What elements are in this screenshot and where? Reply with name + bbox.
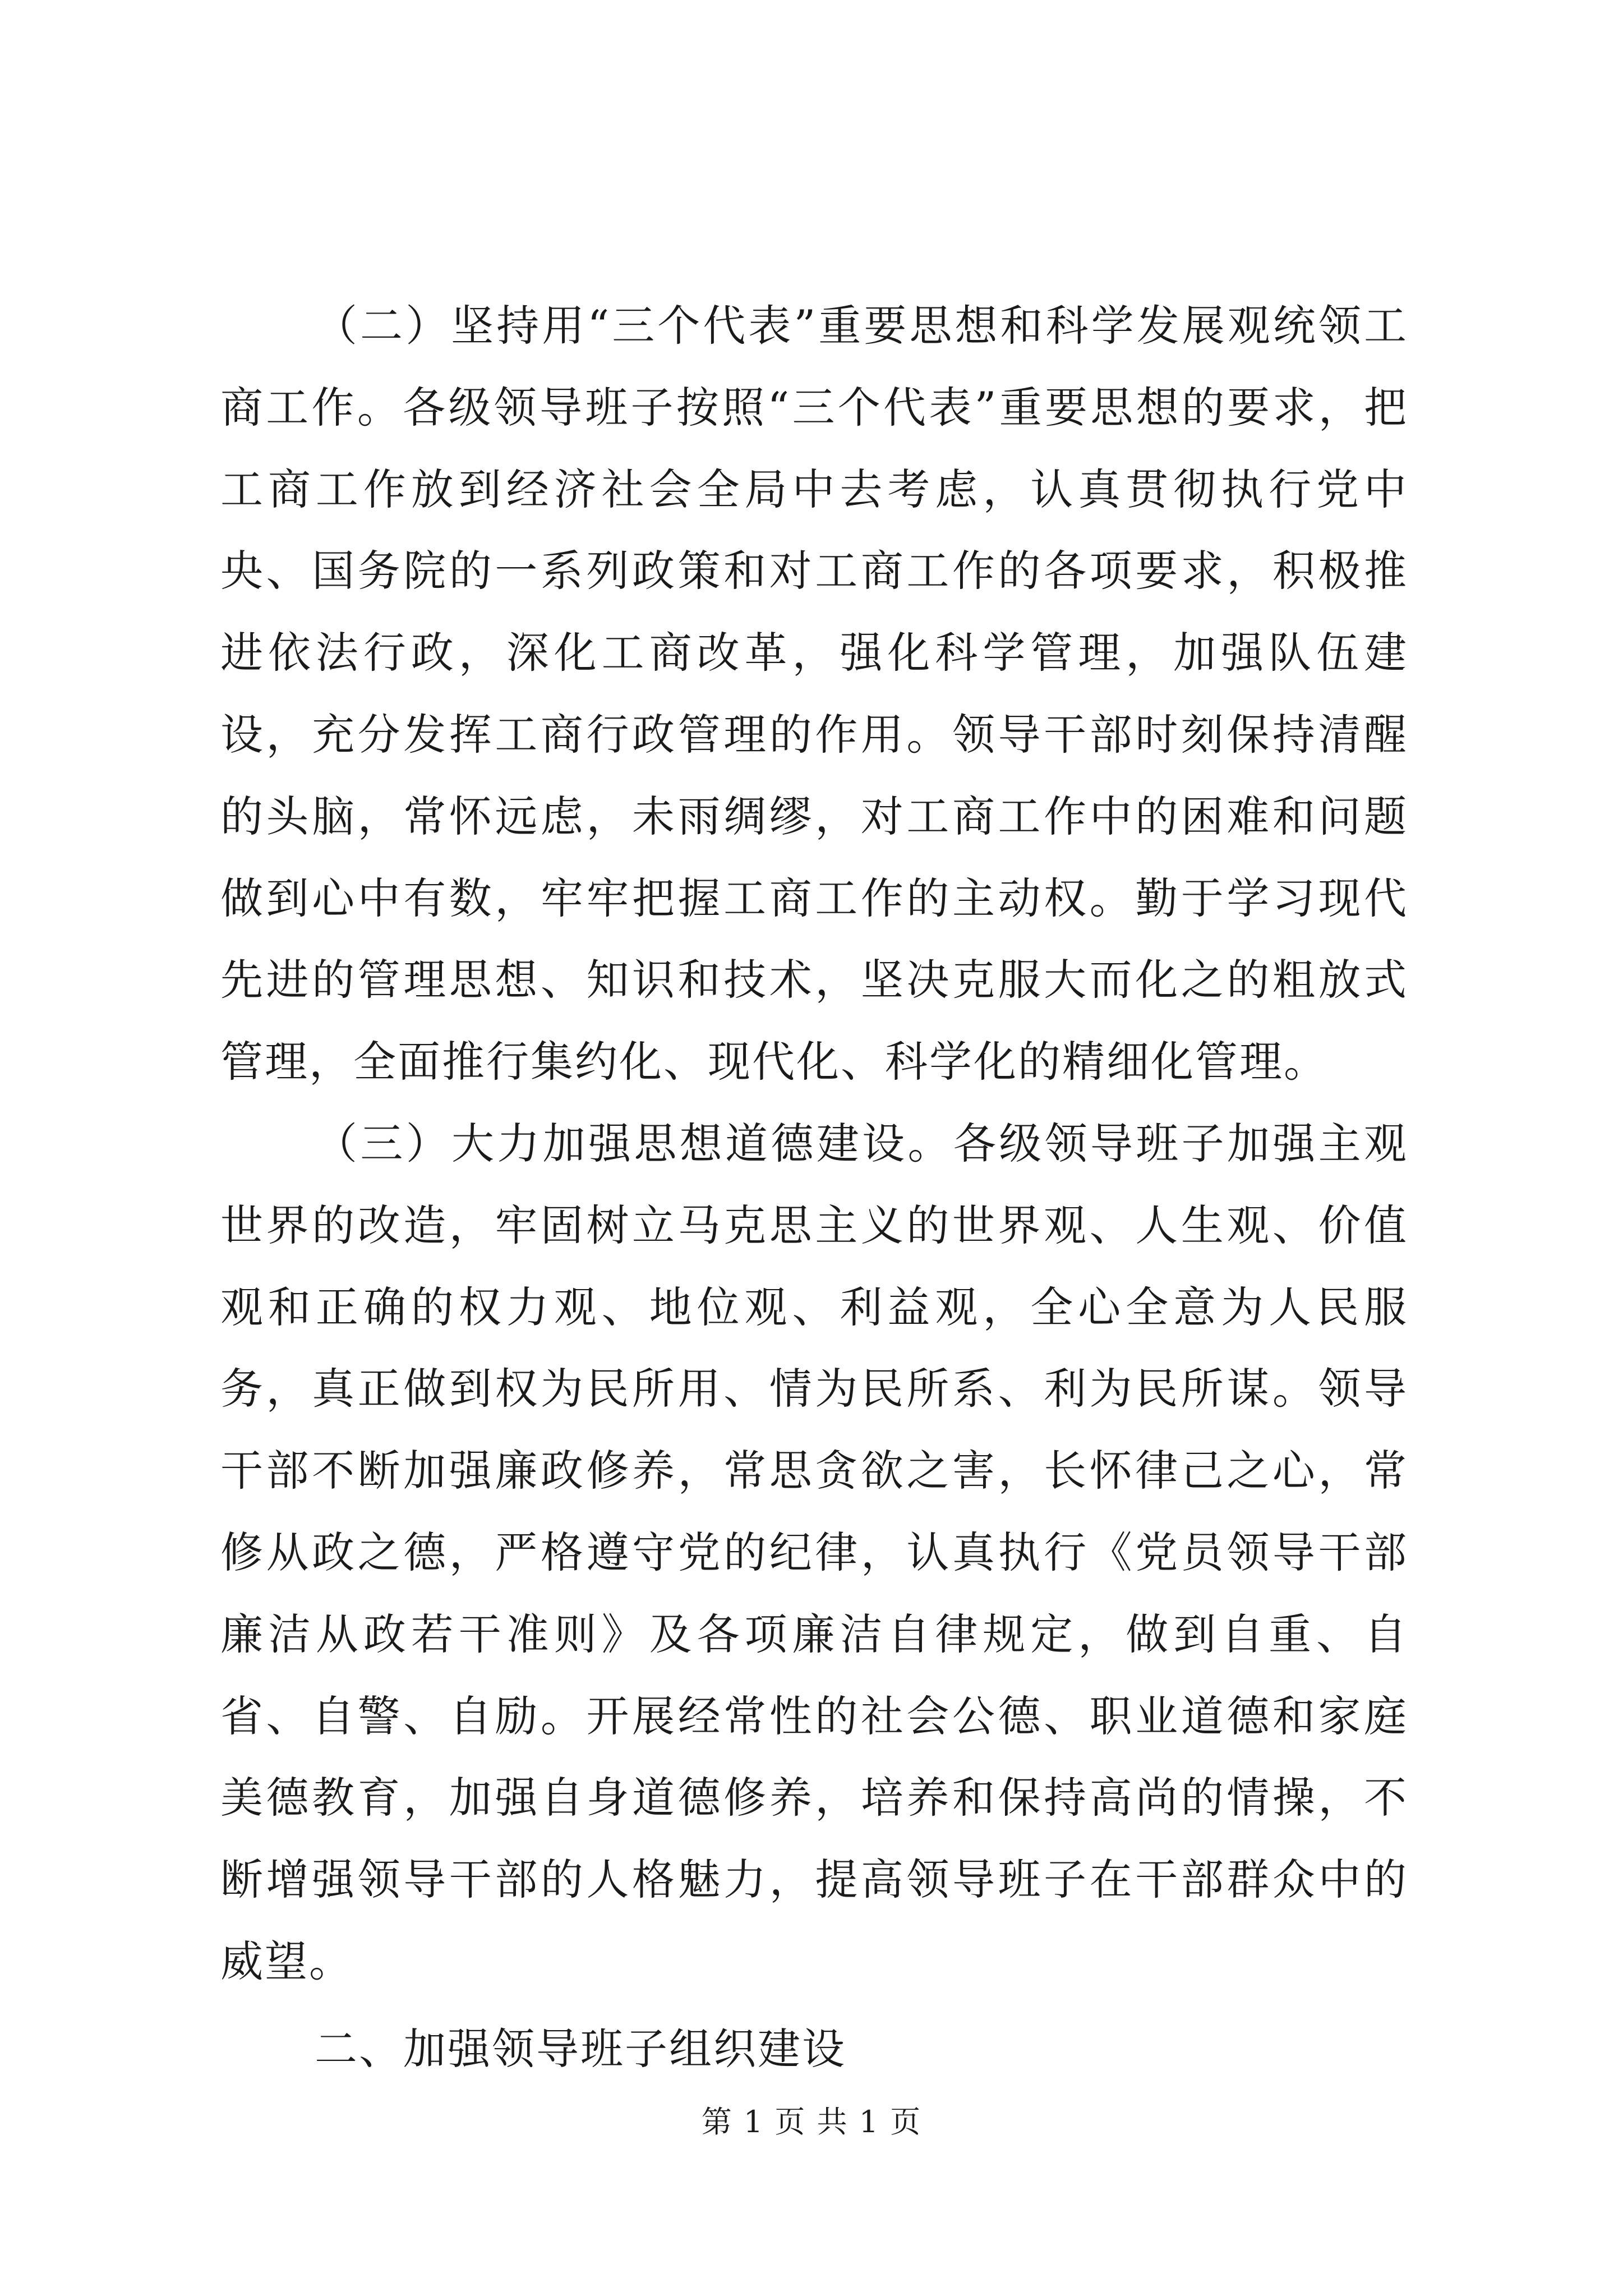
page-footer: 第 1 页 共 1 页 bbox=[701, 2104, 922, 2139]
section-heading: 二、加强领导班子组织建设 bbox=[315, 2023, 846, 2074]
document-body bbox=[220, 285, 1408, 2090]
paragraph-moral-construction: （三）大力加强思想道德建设。各级领导班子加强主观世界的改造，牢固树立马克思主义的世界观、人生观、价值观和正确的权力观、地位观、利益观，全心全意为人民服务，真正做到权为民所用、情为民所系、利为民所谋。领导干部不断加强廉政修养，常思贪欲之害，长怀律己之心，常修从政之德，严格遵守党的纪律，认真执行《党员领导干部廉洁从政若干准则》及各项廉洁自律规定，做到自重、自省、自警、自励。开展经常性的社会公德、职业道德和家庭美德教育，加强自身道德修养，培养和保持高尚的情操，不断增强领导干部的人格魅力，提高领导班子在干部群众中的威望。 bbox=[220, 1118, 1408, 1986]
paragraph-leadership-theory: （二）坚持用“三个代表”重要思想和科学发展观统领工商工作。各级领导班子按照“三个代表”重要思想的要求，把工商工作放到经济社会全局中去考虑，认真贯彻执行党中央、国务院的一系列政策和对工商工作的各项要求，积极推进依法行政，深化工商改革，强化科学管理，加强队伍建设，充分发挥工商行政管理的作用。领导干部时刻保持清醒的头脑，常怀远虑，未雨绸缪，对工商工作中的困难和问题做到心中有数，牢牢把握工商工作的主动权。勤于学习现代先进的管理思想、知识和技术，坚决克服大而化之的粗放式管理，全面推行集约化、现代化、科学化的精细化管理。 bbox=[220, 301, 1408, 1087]
